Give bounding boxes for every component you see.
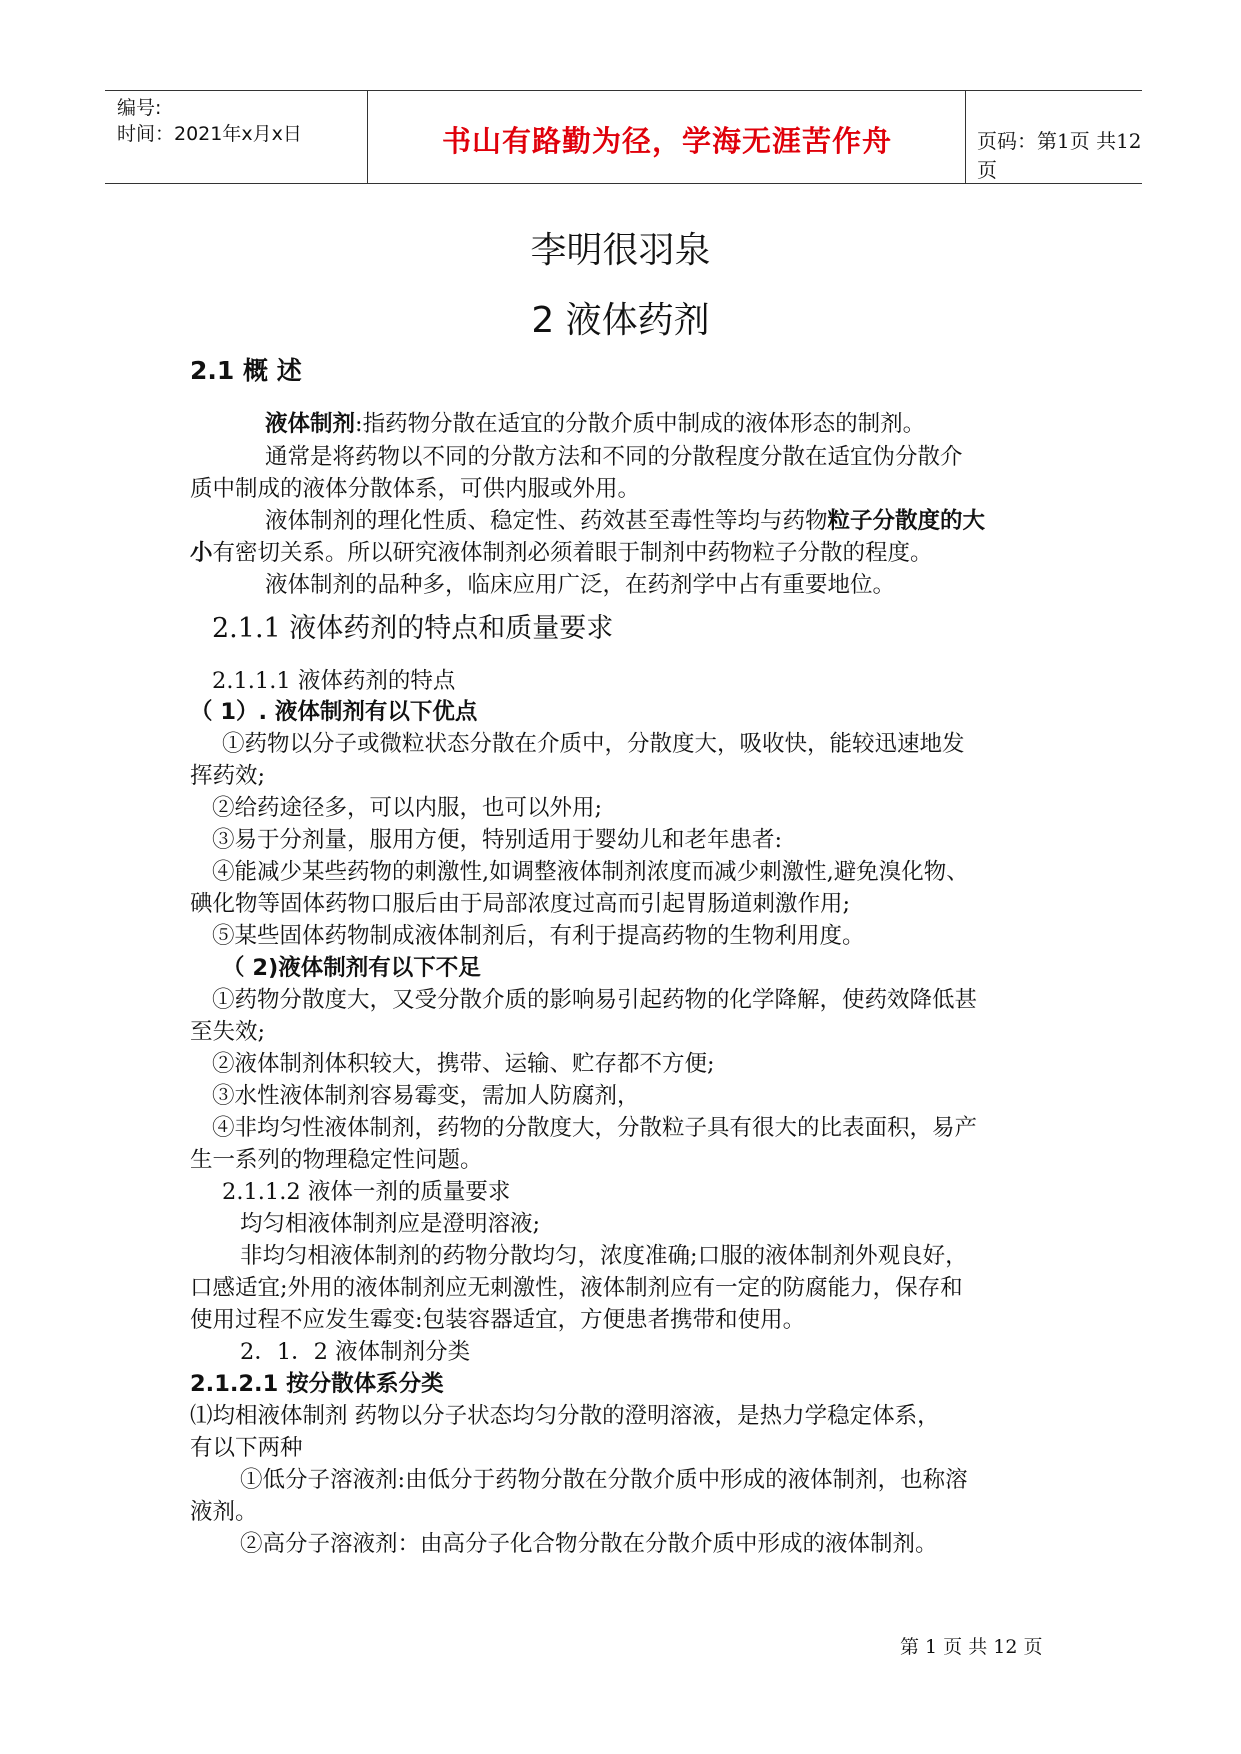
body-line: ④能减少某些药物的刺激性,如调整液体制剂浓度而减少刺激性,避免溴化物、 [212, 859, 969, 885]
body-line: ①低分子溶液剂:由低分于药物分散在分散介质中形成的液体制剂，也称溶 [240, 1467, 968, 1493]
body-line: 非均匀相液体制剂的药物分散均匀，浓度准确;口服的液体制剂外观良好， [240, 1243, 968, 1269]
body-line: （ 1）. 液体制剂有以下优点 [190, 699, 478, 725]
body-line: 均匀相液体制剂应是澄明溶液; [240, 1211, 541, 1237]
header-meta-cell [105, 91, 368, 183]
body-line: 挥药效; [190, 763, 266, 789]
body-line: 2.1.2.1 按分散体系分类 [190, 1371, 444, 1397]
text-run: 粒子分散度的大 [827, 508, 986, 534]
doc-time-label: 时间：2021年x月x日 [117, 123, 302, 145]
text-run: 有密切关系。所以研究液体制剂必须着眼于制剂中药物粒子分散的程度。 [212, 540, 933, 566]
text-run: 液体制剂 [265, 411, 356, 437]
doc-number-label: 编号: [117, 97, 162, 119]
body-line: 通常是将药物以不同的分散方法和不同的分散程度分散在适宜伪分散介 [265, 444, 963, 470]
chapter-title: 2 液体药剂 [531, 300, 710, 341]
body-line: 质中制成的液体分散体系，可供内服或外用。 [190, 476, 641, 502]
body-line: 2.1.1.2 液体一剂的质量要求 [222, 1179, 511, 1205]
page-footer: 第 1 页 共 12 页 [900, 1636, 1043, 1658]
body-line: 2．1．2 液体制剂分类 [240, 1339, 471, 1365]
text-run: 液体制剂的理化性质、稳定性、药效甚至毒性等均与药物 [265, 508, 828, 534]
header-page-info: 页码：第1页 共12页 [977, 129, 1142, 182]
body-line: 碘化物等固体药物口服后由于局部浓度过高而引起胃肠道刺激作用; [190, 891, 851, 917]
header-motto: 书山有路勤为径，学海无涯苦作舟 [441, 124, 892, 158]
body-line [265, 505, 1135, 537]
body-line: 2.1.1.1 液体药剂的特点 [212, 668, 456, 694]
page-header [105, 90, 1142, 184]
body-line: 生一系列的物理稳定性问题。 [190, 1147, 483, 1173]
body-line: 液体制剂的品种多，临床应用广泛，在药剂学中占有重要地位。 [265, 572, 896, 598]
body-line [190, 537, 1060, 569]
body-line: ③易于分剂量，服用方便，特别适用于婴幼儿和老年患者: [212, 827, 783, 853]
body-line: 口感适宜;外用的液体制剂应无刺激性，液体制剂应有一定的防腐能力，保存和 [190, 1275, 963, 1301]
body-line: ④非均匀性液体制剂，药物的分散度大，分散粒子具有很大的比表面积，易产 [212, 1115, 978, 1141]
body-line: ①药物分散度大，又受分散介质的影响易引起药物的化学降解，使药效降低甚 [212, 987, 978, 1013]
text-run: :指药物分散在适宜的分散介质中制成的液体形态的制剂。 [355, 411, 926, 437]
body-line [265, 408, 1135, 440]
doc-title: 李明很羽泉 [530, 230, 711, 271]
body-line: ⑤某些固体药物制成液体制剂后，有利于提高药物的生物利用度。 [212, 923, 865, 949]
body-line: ③水性液体制剂容易霉变，需加人防腐剂， [212, 1083, 640, 1109]
text-run: 小 [190, 540, 213, 566]
body-line: ①药物以分子或微粒状态分散在介质中，分散度大，吸收快，能较迅速地发 [222, 731, 965, 757]
body-line: 至失效; [190, 1019, 266, 1045]
body-line: 2.1.1 液体药剂的特点和质量要求 [212, 613, 614, 644]
body-line: 2.1 概 述 [190, 356, 302, 385]
header-motto-cell [369, 91, 966, 183]
body-line: ②给药途径多，可以内服，也可以外用; [212, 795, 603, 821]
body-line: 液剂。 [190, 1499, 258, 1525]
body-line: ②液体制剂体积较大，携带、运输、贮存都不方便; [212, 1051, 715, 1077]
body-line: ②高分子溶液剂：由高分子化合物分散在分散介质中形成的液体制剂。 [240, 1531, 938, 1557]
body-line: 有以下两种 [190, 1435, 303, 1461]
body-line: （ 2)液体制剂有以下不足 [222, 955, 481, 981]
body-line: 使用过程不应发生霉变:包装容器适宜，方便患者携带和使用。 [190, 1307, 806, 1333]
body-line: ⑴均相液体制剂 药物以分子状态均匀分散的澄明溶液，是热力学稳定体系， [190, 1403, 940, 1429]
header-page-cell [967, 91, 1142, 183]
